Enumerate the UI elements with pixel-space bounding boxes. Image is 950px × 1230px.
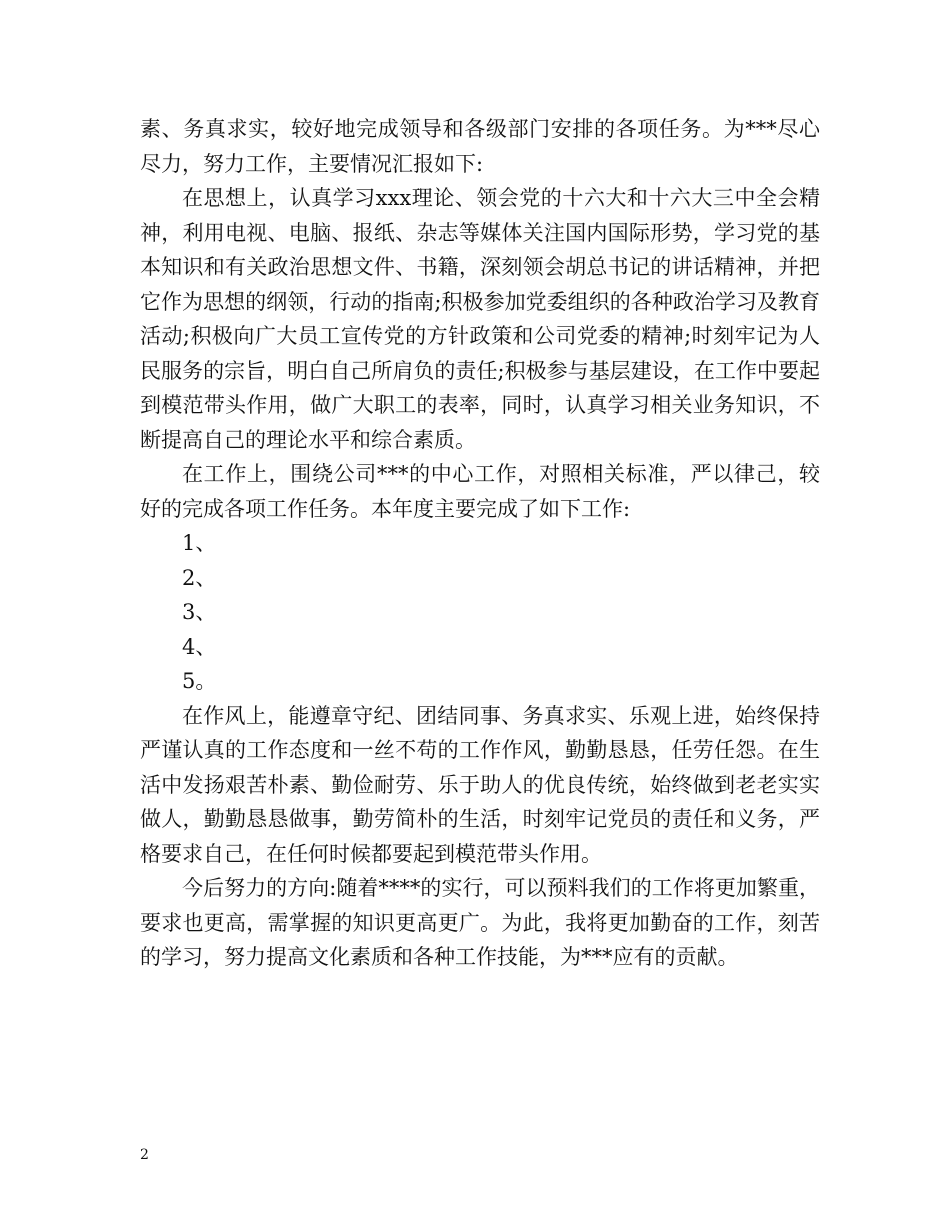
paragraph-continuation: 素、务真求实，较好地完成领导和各级部门安排的各项任务。为***尽心尽力，努力工作，主要情况汇报如下:	[140, 117, 820, 176]
page-number: 2	[140, 1147, 149, 1163]
list-item: 2、	[182, 565, 217, 590]
paragraph-style: 在作风上，能遵章守纪、团结同事、务真求实、乐观上进，始终保持严谨认真的工作态度和一丝不苟的工作作风，勤勤恳恳，任劳任怨。在生活中发扬艰苦朴素、勤俭耐劳、乐于助人的优良传统，始终做到老老实实做人，勤勤恳恳做事，勤劳简朴的生活，时刻牢记党员的责任和义务，严格要求自己，在任何时候都要起到模范带头作用。	[140, 703, 820, 866]
list-item: 3、	[182, 600, 217, 624]
list-item: 5。	[182, 669, 217, 693]
list-item: 1、	[182, 531, 217, 555]
work-item-list	[140, 526, 820, 699]
paragraph-direction: 今后努力的方向:随着****的实行，可以预料我们的工作将更加繁重，要求也更高，需掌握的知识更高更广。为此，我将更加勤奋的工作，刻苦的学习，努力提高文化素质和各种工作技能，为***应有的贡献。	[140, 876, 820, 969]
paragraph-ideology: 在思想上，认真学习xxx理论、领会党的十六大和十六大三中全会精神，利用电视、电脑、报纸、杂志等媒体关注国内国际形势，学习党的基本知识和有关政治思想文件、书籍，深刻领会胡总书记的讲话精神，并把它作为思想的纲领，行动的指南;积极参加党委组织的各种政治学习及教育活动;积极向广大员工宣传党的方针政策和公司党委的精神;时刻牢记为人民服务的宗旨，明白自己所肩负的责任;积极参与基层建设，在工作中要起到模范带头作用，做广大职工的表率，同时，认真学习相关业务知识，不断提高自己的理论水平和综合素质。	[140, 186, 820, 452]
list-item: 4、	[182, 634, 217, 659]
document-body	[140, 112, 820, 975]
paragraph-work: 在工作上，围绕公司***的中心工作，对照相关标准，严以律己，较好的完成各项工作任务。本年度主要完成了如下工作:	[140, 462, 820, 521]
